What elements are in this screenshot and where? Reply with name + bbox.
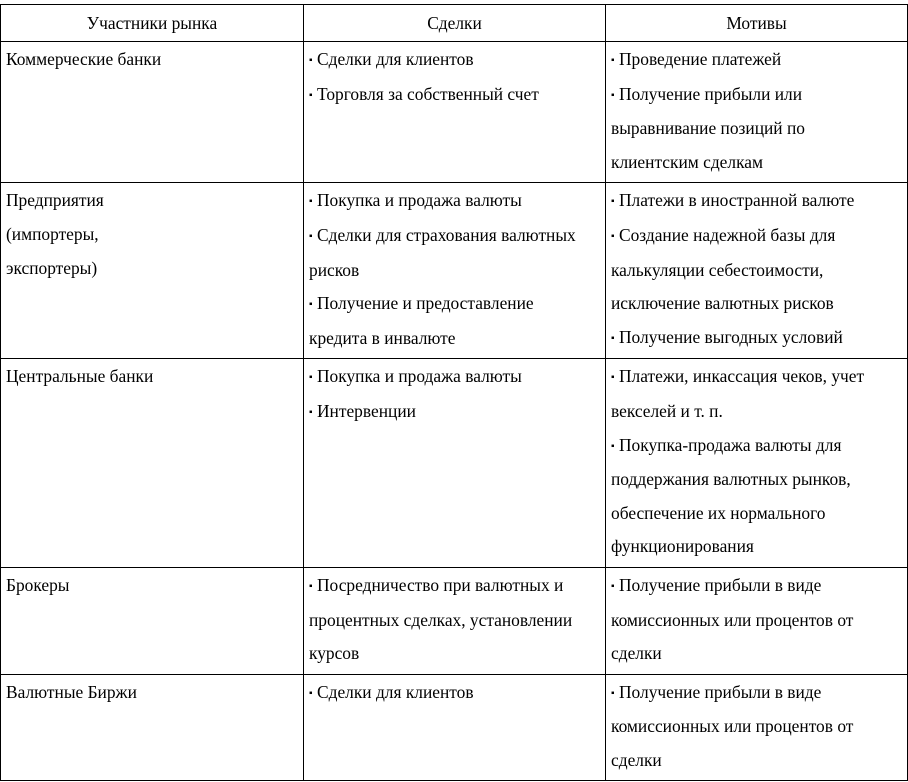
deal-line-text: процентных сделках, установлении (309, 609, 573, 630)
motive-line (611, 569, 902, 604)
header-motives: Мотивы (606, 5, 908, 42)
bullet-icon: ▪ (309, 687, 313, 699)
motives-cell (606, 567, 908, 674)
motive-line-text: обеспечение их нормального (611, 502, 826, 523)
bullet-icon: ▪ (611, 372, 615, 384)
bullet-icon: ▪ (611, 332, 615, 344)
bullet-icon: ▪ (611, 687, 615, 699)
motive-line-text: функционирования (611, 536, 754, 557)
deal-line-text: кредита в инвалюте (309, 327, 456, 348)
deal-line-text: Сделки для клиентов (317, 49, 474, 69)
motive-line (611, 429, 902, 464)
header-deals: Сделки (304, 5, 606, 42)
participant-cell (1, 567, 304, 674)
motive-line (611, 530, 902, 564)
table-row (1, 359, 908, 568)
motive-line-text: Платежи в иностранной валюте (619, 190, 855, 211)
participant-line: Валютные Биржи (6, 681, 137, 702)
table-row (1, 183, 908, 359)
motive-line (611, 463, 902, 497)
motive-line-text: калькуляции себестоимости, (611, 259, 824, 280)
motive-line-text: Получение прибыли или (619, 83, 803, 104)
participant-line: экспортеры) (6, 257, 98, 278)
motive-line (611, 184, 902, 219)
bullet-icon: ▪ (611, 440, 615, 452)
deal-line (309, 395, 600, 430)
motive-line (611, 744, 902, 778)
bullet-icon: ▪ (309, 406, 313, 418)
motive-line (611, 112, 902, 146)
motive-line-text: клиентским сделкам (611, 151, 763, 172)
motive-line-text: выравнивание позиций по (611, 118, 805, 139)
participant-line: Центральные банки (6, 366, 154, 387)
table-header-row (1, 5, 908, 42)
participant-cell (1, 674, 304, 781)
motive-line (611, 395, 902, 429)
deal-line (309, 287, 600, 322)
table-row (1, 567, 908, 674)
motives-cell (606, 183, 908, 359)
motive-line (611, 146, 902, 180)
motive-line (611, 287, 902, 321)
deal-line (309, 43, 600, 78)
deal-line-text: рисков (309, 259, 360, 280)
deal-line (309, 322, 600, 356)
motive-line (611, 637, 902, 671)
participant-cell (1, 183, 304, 359)
motive-line-text: Создание надежной базы для (619, 224, 836, 245)
motive-line-text: поддержания валютных рынков, (611, 469, 851, 490)
deal-line-text: Сделки для клиентов (317, 681, 474, 702)
deal-line (309, 676, 600, 711)
motive-line-text: Покупка-продажа валюты для (619, 434, 842, 455)
motive-line (611, 254, 902, 288)
bullet-icon: ▪ (611, 230, 615, 242)
motive-line-text: сделки (611, 643, 662, 664)
motives-cell (606, 359, 908, 568)
motive-line (611, 604, 902, 638)
deal-line (309, 219, 600, 254)
motive-line (611, 676, 902, 711)
bullet-icon: ▪ (611, 196, 615, 208)
motive-line-text: комиссионных или процентов от (611, 609, 854, 630)
deal-line-text: Интервенции (317, 400, 416, 421)
bullet-icon: ▪ (611, 580, 615, 592)
motive-line (611, 321, 902, 356)
motives-cell (606, 674, 908, 781)
deal-line-text: Сделки для страхования валютных (317, 224, 576, 245)
deal-line-text: Покупка и продажа валюты (317, 190, 522, 211)
table-row (1, 674, 908, 781)
deals-cell (304, 42, 606, 183)
motive-line (611, 710, 902, 744)
deals-cell (304, 183, 606, 359)
bullet-icon: ▪ (309, 230, 313, 242)
motive-line-text: комиссионных или процентов от (611, 716, 854, 737)
bullet-icon: ▪ (309, 89, 313, 101)
bullet-icon: ▪ (309, 580, 313, 592)
table-row (1, 42, 908, 183)
motive-line (611, 360, 902, 395)
bullet-icon: ▪ (309, 196, 313, 208)
participant-cell (1, 42, 304, 183)
participant-line: Предприятия (6, 190, 104, 211)
motive-line-text: исключение валютных рисков (611, 293, 834, 314)
deals-cell (304, 359, 606, 568)
deal-line-text: Покупка и продажа валюты (317, 366, 522, 387)
deals-cell (304, 567, 606, 674)
deal-line (309, 254, 600, 288)
deal-line-text: Посредничество при валютных и (317, 574, 564, 595)
deal-line-text: Получение и предоставление (317, 293, 534, 314)
deal-line (309, 637, 600, 671)
participant-line: Брокеры (6, 574, 70, 595)
deal-line-text: курсов (309, 643, 360, 664)
motive-line-text: Получение прибыли в виде (619, 574, 822, 595)
participant-line: (импортеры, (6, 223, 99, 244)
motive-line (611, 497, 902, 531)
motive-line-text: сделки (611, 749, 662, 770)
participant-cell (1, 359, 304, 568)
participant-line: Коммерческие банки (6, 49, 162, 69)
motive-line (611, 43, 902, 78)
deals-cell (304, 674, 606, 781)
bullet-icon: ▪ (309, 372, 313, 384)
market-participants-table (0, 4, 908, 781)
motive-line (611, 219, 902, 254)
motive-line-text: векселей и т. п. (611, 400, 723, 421)
deal-line (309, 78, 600, 113)
deal-line (309, 604, 600, 638)
motive-line-text: Получение выгодных условий (619, 326, 843, 347)
deal-line-text: Торговля за собственный счет (317, 83, 539, 104)
bullet-icon: ▪ (611, 89, 615, 101)
bullet-icon: ▪ (611, 55, 615, 66)
bullet-icon: ▪ (309, 299, 313, 311)
motives-cell (606, 42, 908, 183)
deal-line (309, 184, 600, 219)
deal-line (309, 569, 600, 604)
header-participants: Участники рынка (1, 5, 304, 42)
motive-line (611, 78, 902, 113)
motive-line-text: Платежи, инкассация чеков, учет (619, 366, 865, 387)
motive-line-text: Проведение платежей (619, 49, 782, 69)
motive-line-text: Получение прибыли в виде (619, 681, 822, 702)
bullet-icon: ▪ (309, 55, 313, 66)
deal-line (309, 360, 600, 395)
